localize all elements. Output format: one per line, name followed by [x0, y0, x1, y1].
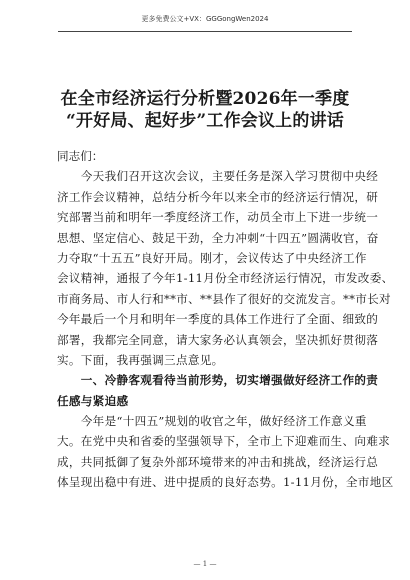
section-heading-line: 一、冷静客观看待当前形势，切实增强做好经济工作的责	[57, 373, 379, 388]
paragraph-2-line: 成，共同抵御了复杂外部环境带来的冲击和挑战，经济运行总	[57, 454, 379, 469]
paragraph-1-line: 会议精神，通报了今年1-11月份全市经济运行情况，市发改委、	[57, 271, 394, 286]
paragraph-1-line: 力夺取“十五五”良好开局。刚才，会议传达了中央经济工作	[57, 250, 367, 265]
paragraph-2-line: 今年是“十四五”规划的收官之年，做好经济工作意义重	[57, 414, 367, 429]
document-body	[57, 146, 394, 493]
document-title-line-2: “开好局、起好步”工作会议上的讲话	[66, 111, 344, 131]
paragraph-1-line: 今年最后一个月和明年一季度的具体工作进行了全面、细致的	[57, 312, 379, 327]
header-note: 更多免费公文+VX：GGGongWen2024	[141, 15, 269, 23]
paragraph-1-line: 部署，我都完全同意，请大家务必认真领会，坚决抓好贯彻落	[57, 332, 379, 347]
paragraph-1-line: 今天我们召开这次会议，主要任务是深入学习贯彻中央经	[57, 169, 379, 184]
paragraph-1-line: 济工作会议精神，总结分析今年以来全市的经济运行情况，研	[57, 189, 379, 204]
salutation: 同志们：	[57, 149, 104, 163]
paragraph-2-line: 体呈现出稳中有进、进中提质的良好态势。1-11月份，全市地区	[57, 475, 394, 490]
document-title-line-1: 在全市经济运行分析暨2026年一季度	[60, 89, 350, 109]
paragraph-1-line: 究部署当前和明年一季度经济工作，动员全市上下进一步统一	[57, 210, 379, 225]
paragraph-2-line: 大。在党中央和省委的坚强领导下，全市上下迎难而生、向难求	[57, 434, 391, 449]
page-number: — 1 —	[193, 560, 217, 568]
section-heading-line: 任感与紧迫感	[57, 393, 129, 408]
header-divider	[58, 31, 352, 32]
paragraph-1-line: 思想、坚定信心、鼓足干劲，全力冲刺“十四五”圆满收官，奋	[57, 230, 379, 245]
paragraph-1-line: 市商务局、市人行和**市、**县作了很好的交流发言。**市长对	[57, 291, 391, 306]
paragraph-1-line: 实。下面，我再强调三点意见。	[57, 352, 224, 367]
